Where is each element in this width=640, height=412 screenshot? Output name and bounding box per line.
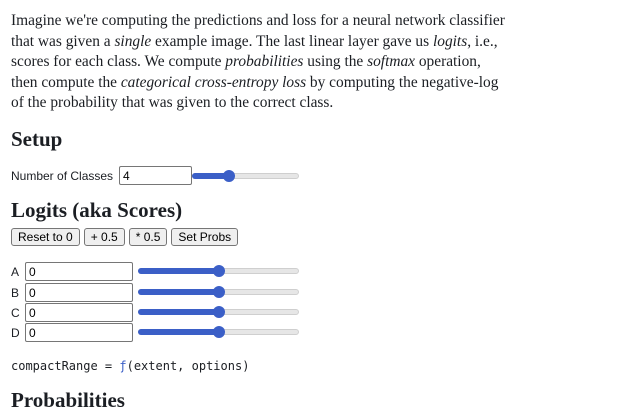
- num-classes-label: Number of Classes: [11, 168, 114, 183]
- intro-emphasis: single: [114, 32, 152, 50]
- intro-text: using the: [303, 53, 368, 70]
- reset-to-zero-button[interactable]: Reset to 0: [11, 228, 80, 246]
- logit-class-letter: B: [11, 285, 20, 300]
- intro-text: by computing the negative-log of the probability that was given to the correct class.: [11, 73, 499, 111]
- logit-row: [11, 283, 133, 302]
- code-prefix: compactRange =: [11, 359, 120, 373]
- logit-slider[interactable]: [138, 305, 299, 319]
- logit-value-input[interactable]: [25, 323, 133, 342]
- code-suffix: (extent, options): [126, 359, 250, 373]
- set-probs-button[interactable]: Set Probs: [171, 228, 238, 246]
- setup-heading: Setup: [11, 127, 63, 151]
- intro-emphasis: logits: [432, 32, 468, 50]
- multiply-half-button[interactable]: * 0.5: [129, 228, 168, 246]
- logit-class-letter: C: [11, 305, 20, 320]
- add-half-button[interactable]: + 0.5: [84, 228, 125, 246]
- logit-class-letter: A: [11, 264, 20, 279]
- num-classes-row: [11, 166, 192, 185]
- intro-text: Imagine we're computing the predictions and loss for a neural network classifier that was given a: [11, 12, 505, 50]
- code-line: [11, 359, 249, 373]
- logit-class-letter: D: [11, 325, 20, 340]
- logits-button-bar: [11, 228, 242, 246]
- num-classes-slider[interactable]: [192, 169, 299, 183]
- slider-fill: [138, 309, 219, 315]
- logit-row: [11, 262, 133, 281]
- slider-thumb[interactable]: [213, 326, 225, 338]
- slider-fill: [138, 289, 219, 295]
- probabilities-heading: Probabilities: [11, 388, 125, 412]
- logit-slider[interactable]: [138, 325, 299, 339]
- intro-emphasis: categorical cross-entropy loss: [120, 73, 307, 91]
- intro-emphasis: probabilities: [225, 53, 304, 70]
- logit-value-input[interactable]: [25, 303, 133, 322]
- logit-slider[interactable]: [138, 264, 299, 278]
- intro-text: operation, then compute the: [11, 53, 481, 91]
- slider-fill: [138, 329, 219, 335]
- slider-thumb[interactable]: [213, 265, 225, 277]
- logit-value-input[interactable]: [25, 262, 133, 281]
- slider-thumb[interactable]: [223, 170, 235, 182]
- function-glyph[interactable]: ƒ: [119, 359, 127, 373]
- slider-thumb[interactable]: [213, 306, 225, 318]
- slider-fill: [138, 268, 219, 274]
- intro-paragraph: [11, 11, 511, 114]
- num-classes-input[interactable]: [119, 166, 192, 185]
- intro-text: example image. The last linear layer gave us: [151, 32, 433, 50]
- logit-slider[interactable]: [138, 285, 299, 299]
- logit-row: [11, 323, 133, 342]
- logits-heading: Logits (aka Scores): [11, 198, 183, 222]
- logit-row: [11, 303, 133, 322]
- slider-thumb[interactable]: [213, 286, 225, 298]
- logit-value-input[interactable]: [25, 283, 133, 302]
- intro-emphasis: softmax: [367, 53, 415, 70]
- intro-text: , i.e., scores for each class. We compute: [11, 32, 498, 70]
